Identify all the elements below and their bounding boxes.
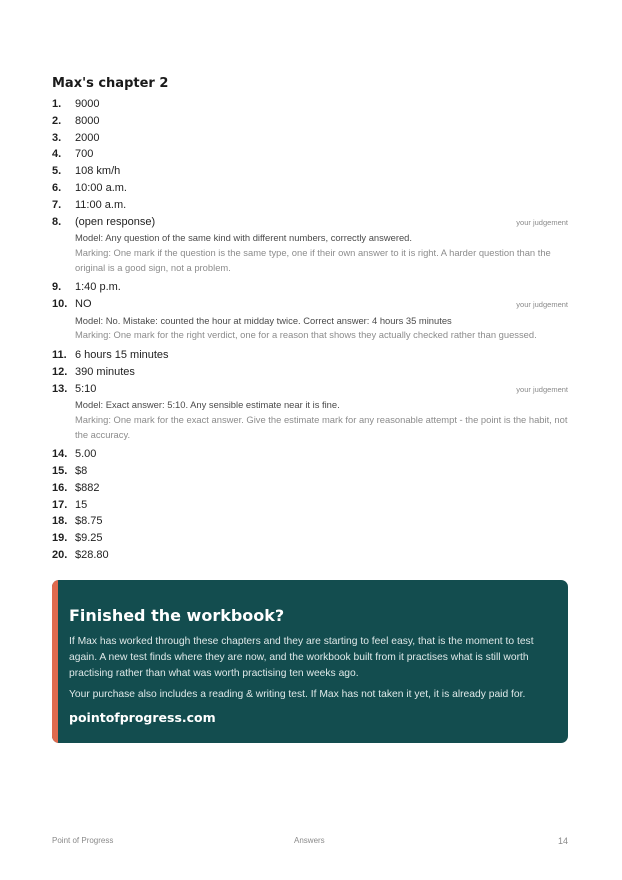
- answer-value: $8.75: [75, 515, 103, 528]
- banner-title: Finished the workbook?: [69, 606, 285, 625]
- answer-item: [52, 513, 568, 530]
- workbook-cta-banner: [52, 580, 568, 743]
- answer-number: 5.: [52, 165, 62, 178]
- answer-item: [52, 446, 568, 463]
- answer-item: [52, 463, 568, 480]
- answer-number: 13.: [52, 382, 68, 395]
- banner-paragraph: If Max has worked through these chapters and they are starting to feel easy, that is the moment to test again. A new test finds where they are now, and the workbook built from it practises what is still worth practising rather than what was worth practising ten weeks ago.: [69, 636, 534, 679]
- answer-number: 11.: [52, 348, 67, 361]
- marking-note: Marking: One mark for the right verdict, one for a reason that shows they actually checked rather than guessed.: [75, 329, 537, 341]
- answer-value: 15: [75, 498, 88, 511]
- footer-brand: Point of Progress: [52, 836, 114, 845]
- answer-number: 3.: [52, 131, 62, 144]
- answer-number: 17.: [52, 498, 68, 511]
- answer-value: 5:10: [75, 382, 97, 395]
- answer-item: [52, 146, 568, 163]
- answer-item: [52, 347, 568, 364]
- answer-number: 18.: [52, 515, 68, 528]
- answer-number: 6.: [52, 181, 62, 194]
- model-answer-note: Model: Any question of the same kind with different numbers, correctly answered.: [75, 232, 412, 244]
- answer-value: 108 km/h: [75, 165, 121, 178]
- footer-section: Answers: [294, 836, 325, 845]
- answer-item: [52, 279, 568, 296]
- banner-paragraph: Your purchase also includes a reading & writing test. If Max has not taken it yet, it is already paid for.: [69, 689, 526, 700]
- answer-value: 1:40 p.m.: [75, 281, 121, 294]
- model-answer-note: Model: No. Mistake: counted the hour at midday twice. Correct answer: 4 hours 35 minutes: [75, 314, 452, 326]
- judgement-tag: your judgement: [516, 299, 568, 309]
- answer-number: 1.: [52, 98, 62, 110]
- answer-value: 700: [75, 148, 94, 161]
- answer-number: 16.: [52, 481, 68, 494]
- answer-number: 19.: [52, 532, 68, 545]
- answer-value: $28.80: [75, 548, 109, 561]
- marking-note: Marking: One mark for the exact answer. Give the estimate mark for any reasonable attempt - the point is the habit, not the accuracy.: [75, 413, 568, 440]
- answer-value: 2000: [75, 131, 100, 144]
- answer-value: $882: [75, 481, 100, 494]
- answer-item: [52, 364, 568, 381]
- answer-number: 2.: [52, 114, 62, 127]
- answer-value: 10:00 a.m.: [75, 181, 127, 194]
- banner-accent-bar: [52, 580, 58, 743]
- answer-list: [52, 96, 568, 564]
- answer-number: 12.: [52, 365, 68, 378]
- answer-item: [52, 130, 568, 147]
- answer-number: 8.: [52, 215, 62, 228]
- answer-item: [52, 180, 568, 197]
- answer-value: 11:00 a.m.: [75, 198, 127, 211]
- answer-value: (open response): [75, 215, 156, 228]
- answer-value: $9.25: [75, 532, 103, 545]
- judgement-tag: your judgement: [516, 384, 568, 394]
- answer-item: [52, 480, 568, 497]
- answer-number: 4.: [52, 148, 62, 161]
- chapter-title: Max's chapter 2: [52, 76, 169, 91]
- judgement-tag: your judgement: [516, 217, 568, 227]
- answer-item: [52, 113, 568, 130]
- website-link[interactable]: pointofprogress.com: [69, 710, 216, 725]
- answer-value: 6 hours 15 minutes: [75, 348, 169, 361]
- answer-number: 14.: [52, 448, 68, 461]
- answer-number: 15.: [52, 464, 68, 477]
- answer-item: [52, 381, 568, 443]
- page-number: 14: [557, 836, 568, 846]
- marking-note: Marking: One mark if the question is the same type, one if their own answer to it is right. A harder question than the original is a good sign, not a problem.: [75, 246, 551, 273]
- answer-item: [52, 214, 568, 276]
- answer-number: 7.: [52, 198, 62, 211]
- answer-item: [52, 163, 568, 180]
- answer-item: [52, 530, 568, 547]
- model-answer-note: Model: Exact answer: 5:10. Any sensible estimate near it is fine.: [75, 399, 340, 411]
- answer-value: $8: [75, 464, 88, 477]
- answer-value: 9000: [75, 98, 100, 110]
- answer-value: NO: [75, 297, 92, 310]
- answer-value: 390 minutes: [75, 365, 135, 378]
- answer-item: [52, 497, 568, 514]
- answer-item: [52, 96, 568, 113]
- answer-number: 9.: [52, 281, 62, 294]
- answer-item: [52, 197, 568, 214]
- answer-number: 20.: [52, 548, 68, 561]
- answer-item: [52, 296, 568, 343]
- answer-item: [52, 547, 568, 564]
- answer-value: 5.00: [75, 448, 97, 461]
- answer-value: 8000: [75, 114, 100, 127]
- answer-number: 10.: [52, 297, 68, 310]
